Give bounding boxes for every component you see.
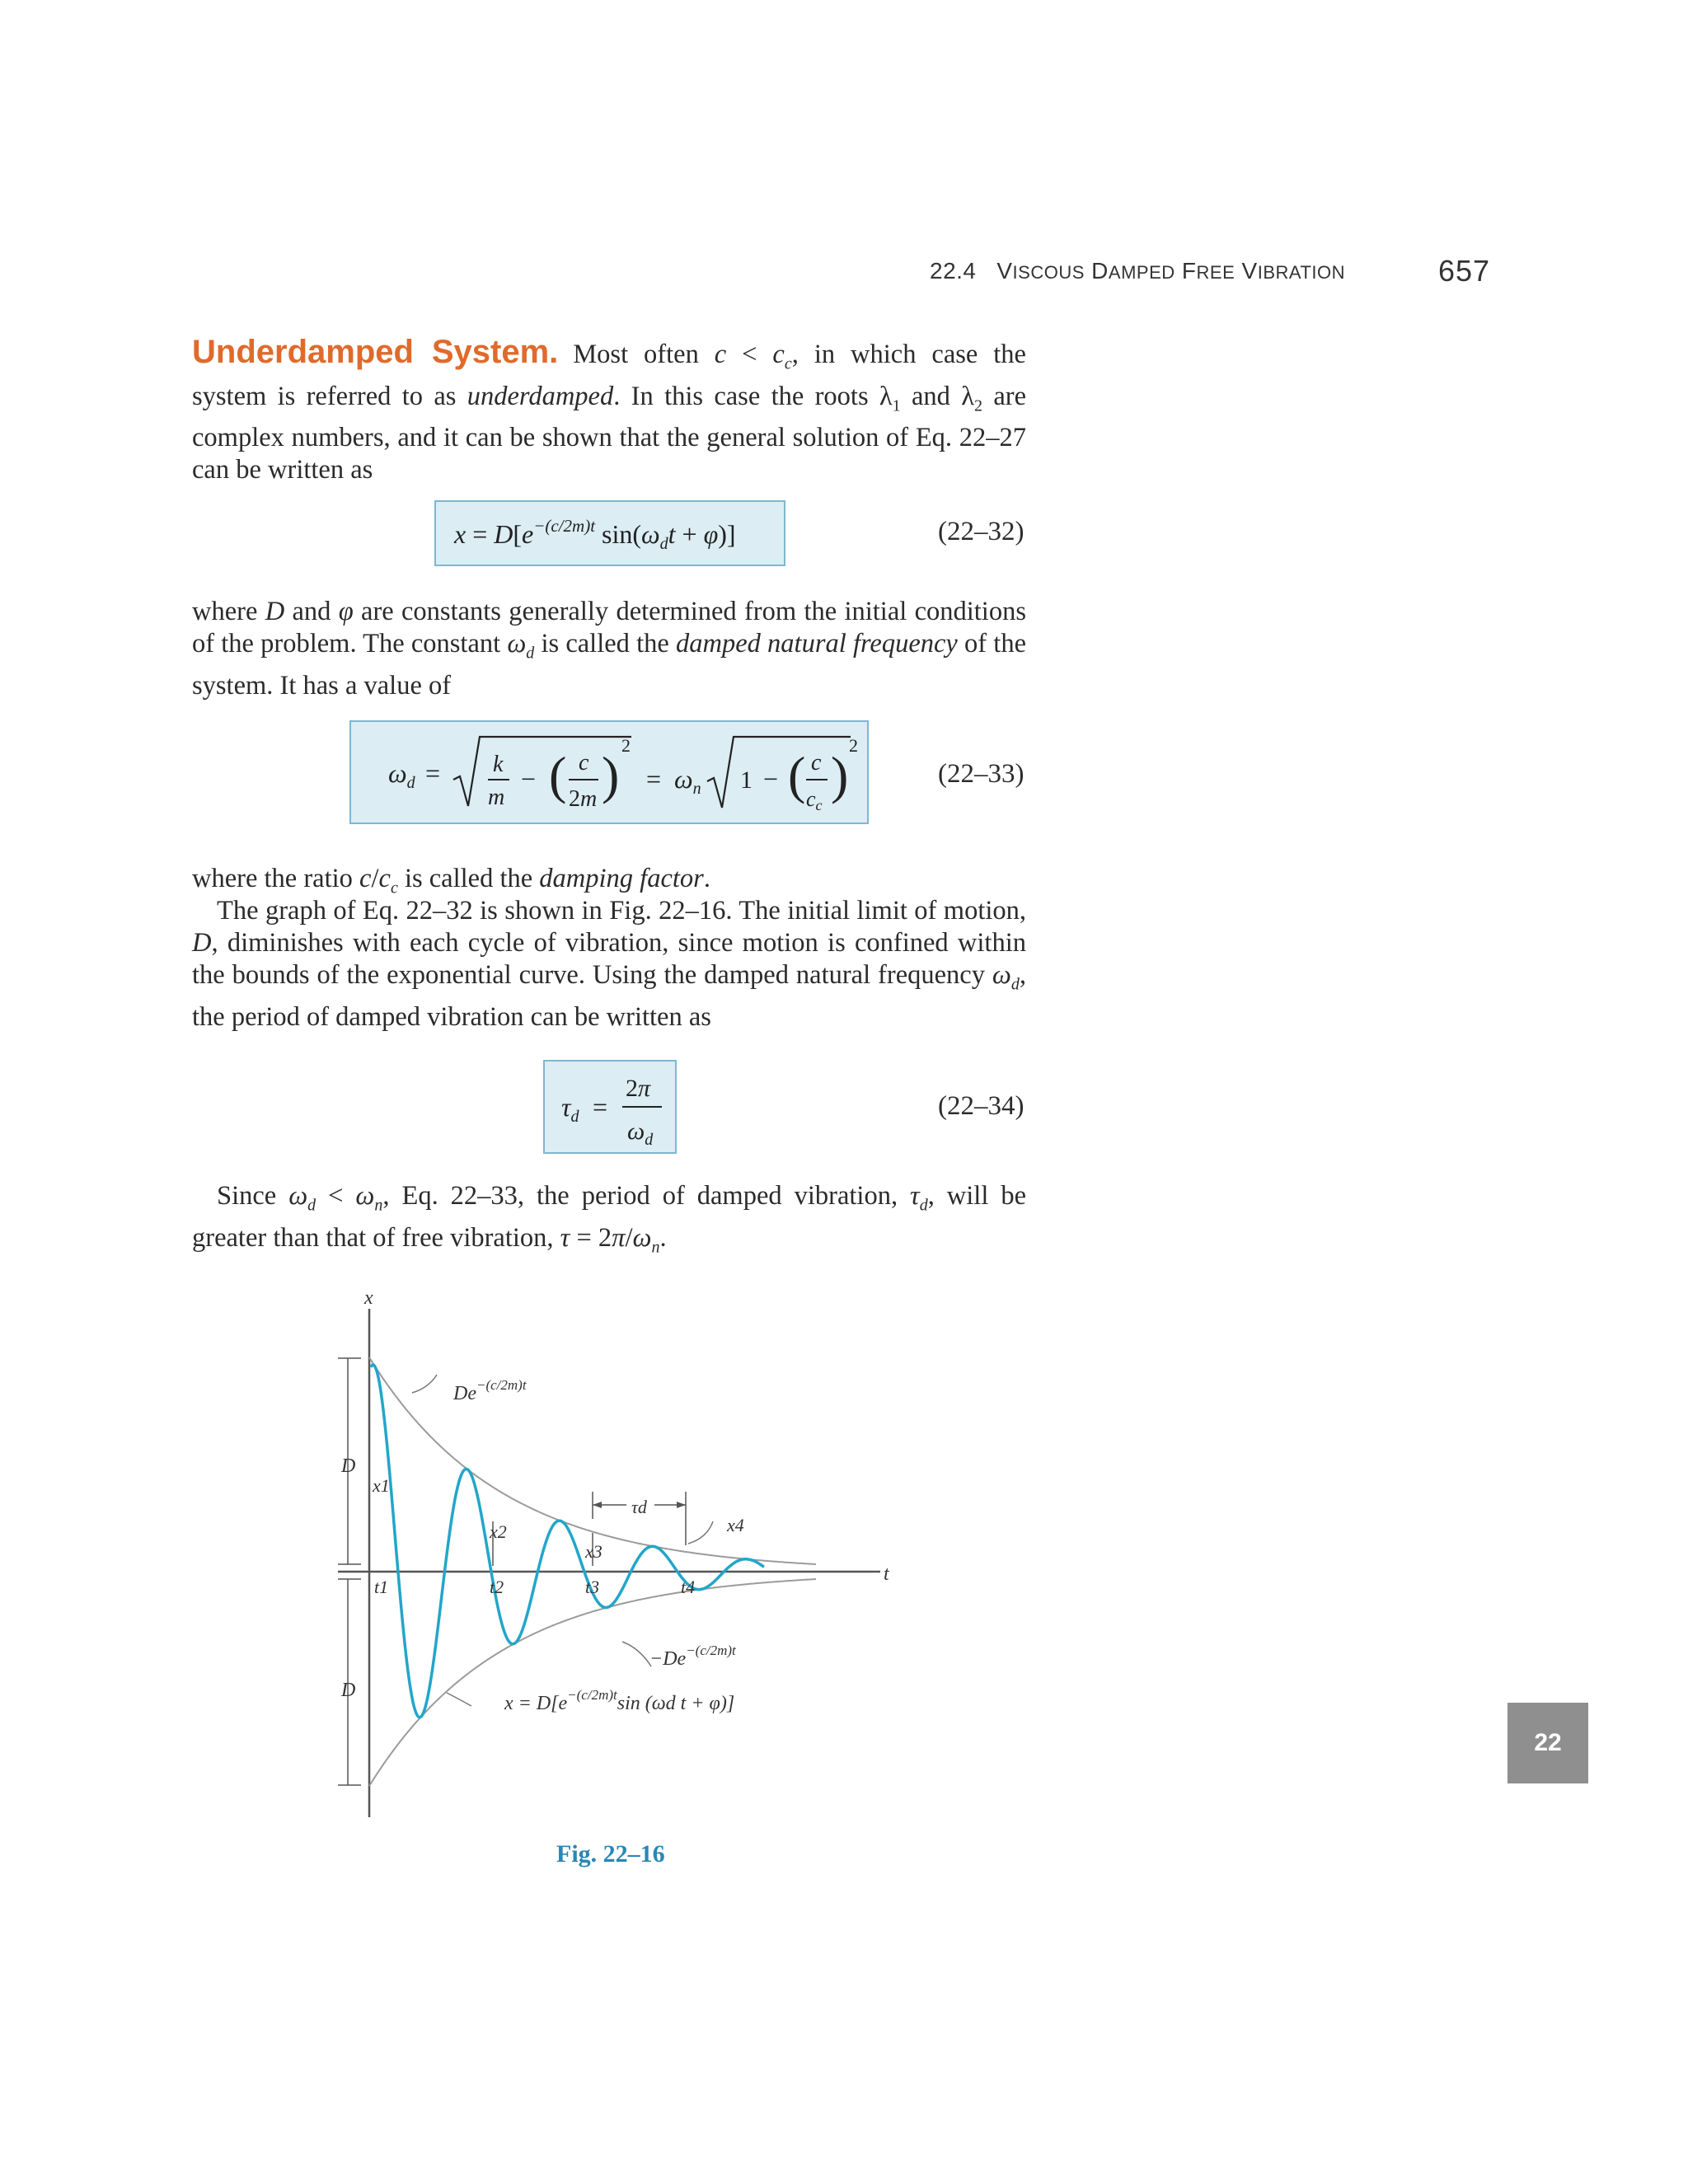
svg-text:): ) [831,746,849,804]
svg-text:2m: 2m [569,786,598,812]
ratio-paragraph: where the ratio $c/c_c$ is called the damping factor. [192,864,710,898]
svg-text:x = D[e−(c/2m)t sin(ωdt + φ)]: $x = D[e^{-(c/2m)t}$ $\sin(\omega_dt + \varphi)$] [454,516,736,553]
equation-22-32-box [434,500,785,566]
lower-envelope-label: $-De^{-(c/2m)t}$ [649,1643,736,1670]
svg-text:cc: cc [806,787,823,813]
figure-22-16 [313,1286,907,1838]
running-header [930,258,1345,284]
svg-text:m: m [488,785,505,810]
svg-text:2: 2 [849,735,858,756]
section-number: 22.4 [930,258,977,284]
equation-22-34-box [543,1060,677,1154]
upper-envelope-label: $De^{-(c/2m)t}$ [453,1377,527,1404]
tau-d-label: τd [631,1497,647,1517]
svg-text:c: c [579,750,589,776]
graph-paragraph: The graph of Eq. 22–32 is shown in Fig. 22–16. The initial limit of motion, D, diminishes with each cycle of vibration, since motion is confined within the bounds of the exponential curve. Using the damped natural frequency $\omega_d$, the period of damped vibration can be written as [192,896,1026,1032]
damped-response-curve [371,1365,764,1718]
where-D-paragraph: where D and φ are constants generally determined from the initial conditions of the problem. The constant $\omega_d$ is called the damped natural frequency of the system. It has a value of [192,597,1027,701]
svg-text:=: = [593,1092,608,1122]
svg-text:2: 2 [621,735,631,756]
equation-22-33 [351,722,867,823]
D-upper-label: D [341,1455,356,1477]
svg-text:ωd: $\omega_d$ [388,758,415,792]
svg-text:1: 1 [740,766,753,794]
svg-text:τd: $\tau_d$ [561,1092,579,1126]
t4-label: t4 [681,1577,696,1597]
x-axis-label: x [364,1287,373,1309]
t1-label: t1 [374,1577,389,1597]
svg-text:(: ( [549,746,567,804]
equation-22-33-box [349,720,869,824]
svg-text:ωd: $\omega_d$ [627,1118,654,1149]
svg-text:(: ( [788,746,806,804]
equation-22-33-label: (22–33) [938,759,1025,789]
response-equation-label: $x = D[e^{-(c/2m)t}\sin$ (ωd t + φ)] [504,1687,735,1714]
x4-label: x4 [727,1515,744,1535]
run-in-head: Underdamped System. [192,334,559,370]
page-number: 657 [1438,254,1491,288]
since-paragraph: Since $\omega_d < \omega_n$, Eq. 22–33, the period of damped vibration, $\tau_d$, will be greater than that of free vibration, $\tau = 2\pi/\omega_n$. [192,1181,1026,1256]
x2-label: x2 [490,1521,507,1542]
t2-label: t2 [490,1577,504,1597]
figure-caption: Fig. 22–16 [556,1840,665,1868]
svg-text:2π: 2π [626,1075,651,1102]
D-lower-label: D [341,1680,356,1701]
svg-text:−: − [763,764,779,794]
t3-label: t3 [585,1577,600,1597]
intro-paragraph: Underdamped System. Most often $c < c_c$, in which case the system is referred to as underdamped. In this case the roots $\lambda_1$ and $\lambda_2$ are complex numbers, and it can be shown that the general solution of Eq. 22–27 can be written as [192,334,1026,485]
svg-text:ωn: $\omega_n$ [674,764,701,798]
x1-label: x1 [373,1475,390,1496]
chapter-tab: 22 [1507,1703,1588,1783]
section-title: VISCOUS DAMPED FREE VIBRATION [996,258,1346,284]
svg-text:c: c [811,750,822,776]
x3-label: x3 [585,1541,603,1562]
equation-22-32-label: (22–32) [938,517,1025,546]
svg-text:): ) [602,746,620,804]
svg-text:k: k [493,752,504,777]
svg-text:=: = [425,758,441,788]
equation-22-32 [436,502,784,565]
lower-envelope-curve [369,1579,816,1786]
svg-text:−: − [521,764,537,794]
svg-text:=: = [646,764,662,794]
equation-22-34-label: (22–34) [938,1091,1025,1121]
equation-22-34 [545,1062,675,1152]
t-axis-label: t [884,1563,889,1585]
